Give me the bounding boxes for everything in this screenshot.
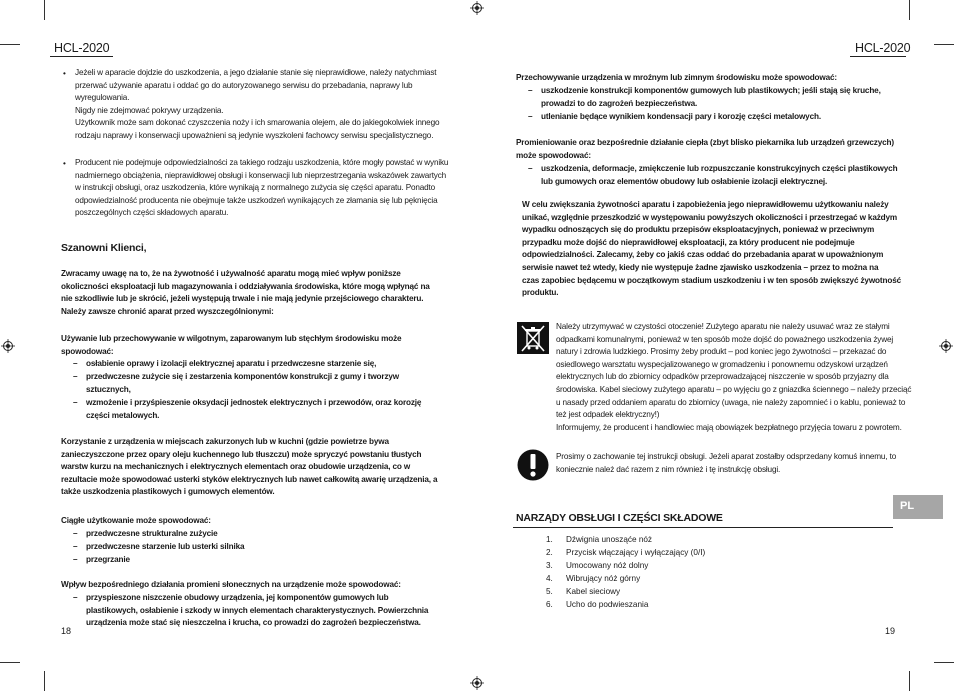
parts-label: Umocowany nóż dolny	[566, 561, 649, 570]
page-number: 18	[61, 626, 72, 636]
text-line: w instrukcji obsługi, oraz uszkodzenia, które wynikają z normalnego zużycia się części aparatu. Ponadto	[75, 183, 436, 193]
dash: –	[73, 542, 78, 551]
model-name: HCL-2020	[855, 41, 911, 55]
text-line: przerwać używanie aparatu i oddać go do autoryzowanego serwisu do przebadania, naprawy lub	[75, 80, 413, 90]
text-line: Zwracamy uwagę na to, że na żywotność i używalność aparatu mogą mieć wpływ poniższe	[61, 269, 401, 278]
text-line: u nasady przed oddaniem aparatu do zbiornicy (uwaga, nie należy zapomnieć i o kablu, ponieważ to	[556, 397, 906, 407]
dash: –	[73, 398, 78, 407]
text-line: odpowiedzialność producenta nie obejmuje także uszkodzeń wynikających ze złamania się lub pęknięcia	[75, 195, 438, 205]
parts-label: Przycisk włączający i wyłączający (0/I)	[566, 548, 706, 557]
parts-label: Ucho do podwieszania	[566, 600, 649, 609]
humid-heading	[61, 333, 401, 358]
paragraph-damage	[75, 67, 439, 143]
humid-item	[86, 358, 376, 371]
text-line: rezultacie może spowodować usterki styków elektrycznych lub nawet całkowitą awarię urządzenia, a	[61, 474, 438, 484]
header-rule	[50, 56, 113, 57]
text-line: uszkodzenia, deformacje, zmiękczenie lub rozpuszczanie konstrukcyjnych części plastikowych	[541, 164, 898, 173]
exclamation-icon	[517, 449, 549, 481]
section-rule	[513, 527, 893, 528]
parts-number: 6.	[546, 600, 553, 609]
parts-number: 3.	[546, 561, 553, 570]
text-line: Należy zawsze chronić aparat przed wyszczególnionymi:	[61, 306, 274, 316]
text-line: rodzaju naprawy i konserwacji upoważnieni są jedynie wyszkoleni fachowcy serwisu specjalistycznego.	[75, 130, 434, 140]
parts-label: Kabel sieciowy	[566, 587, 621, 596]
paragraph-kitchen	[61, 436, 437, 499]
parts-number: 2.	[546, 548, 553, 557]
text-line: może spowodować:	[516, 150, 591, 160]
text-line: uszkodzenie konstrukcji komponentów gumowych lub plastikowych; jeśli stają się kruche,	[541, 86, 881, 95]
text-line: plastikowych, osłabienie i szkody w innych elementach charakterystycznych. Powierzchnia	[86, 605, 429, 615]
bullet: •	[63, 69, 66, 78]
text-line: spowodować:	[61, 346, 114, 356]
text-line: koniecznie należ dać razem z nim również i tę instrukcję obsługi.	[556, 464, 781, 474]
text-line: Prosimy o zachowanie tej instrukcji obsługi. Jeżeli aparat zostałby odsprzedany komuś innemu, to	[556, 452, 897, 461]
text-line: nie szkodliwie lub je skrócić, jeżeli występują trwale i nie mają jedynie przejściowego charakteru.	[61, 294, 424, 304]
text-line: serwisie nawet też wtedy, kiedy nie występuje żadne zjawisko uszkodzenia – przez to można na	[522, 262, 879, 272]
greeting-heading: Szanowni Klienci,	[61, 242, 147, 254]
text-line: produktu.	[522, 288, 559, 298]
humid-item	[86, 371, 399, 396]
dash: –	[528, 112, 533, 121]
text-line: Korzystanie z urządzenia w miejscach zakurzonych lub w kuchni (gdzie powietrze bywa	[61, 437, 389, 446]
continuous-item: przegrzanie	[86, 555, 130, 564]
text-line: utlenianie będące wynikiem kondensacji pary i korozję części metalowych.	[541, 112, 821, 121]
bullet: •	[63, 159, 66, 168]
text-line: lub gumowych oraz elementów obudowy lub osłabienie izolacji elektrycznej.	[541, 176, 828, 186]
humid-item	[86, 397, 421, 422]
text-line: zanieczyszczone przez opary oleju kuchennego lub tłuszczu) może spryczyć powstaniu tłustych	[61, 449, 422, 459]
dash: –	[73, 529, 78, 538]
text-line: sztucznych,	[86, 384, 131, 394]
parts-heading: NARZĄDY OBSŁUGI I CZĘŚCI SKŁADOWE	[516, 512, 723, 524]
text-line: odpowiedzialności. Zalecamy, żeby co jakiś czas oddać do przebadania aparat w upoważnionym	[522, 250, 884, 260]
parts-number: 1.	[546, 535, 553, 544]
text-line: elektrycznych lub do zbiornicy odpadków przeprowadzającej niszczenie w sposób przyjazny dla	[556, 372, 889, 382]
sun-heading: Wpływ bezpośredniego działania promieni słonecznych na urządzenie może spowodować:	[61, 580, 401, 589]
language-tab: PL	[893, 495, 943, 519]
paragraph-keep-manual	[556, 451, 896, 476]
page-number: 19	[885, 626, 896, 636]
header-rule	[850, 56, 906, 57]
paragraph-lifetime	[522, 199, 901, 300]
text-line: urządzenia może stać się nieszczelna i krucha, co prowadzi do zagrożeń bezpieczeństwa.	[86, 618, 421, 628]
dash: –	[73, 593, 78, 602]
text-line: przyspieszone niszczenie obudowy urządzenia, jej komponentów gumowych lub	[86, 593, 389, 602]
continuous-item: przedwczesne starzenie lub usterki silnika	[86, 542, 245, 551]
text-line: części metalowych.	[86, 410, 160, 420]
continuous-item: przedwczesne strukturalne zużycie	[86, 529, 218, 538]
text-line: Promieniowanie oraz bezpośrednie działanie ciepła (zbyt blisko piekarnika lub urządzeń grzewczych)	[516, 138, 894, 147]
model-name: HCL-2020	[54, 41, 110, 55]
crossed-bin-icon	[517, 322, 549, 354]
cold-item	[541, 85, 881, 110]
text-line: poszczególnych części składowych aparatu.	[75, 208, 229, 218]
text-line: W celu zwiększania żywotności aparatu i zapobieżenia jego nieprawidłowemu użytkowaniu należy	[522, 200, 889, 209]
text-line: środowiska. Kabel sieciowy zużytego aparatu – po wyjęciu go z gniazdka ściennego – należy przeciąć	[556, 384, 912, 394]
text-line: przypadku może dojść do nieprawidłowej eksploatacji, za który producent nie podejmuje	[522, 237, 855, 247]
continuous-heading: Ciągłe użytkowanie może spowodować:	[61, 516, 211, 525]
dash: –	[73, 372, 78, 381]
text-line: nadmiernego obciążenia, nieprawidłowej obsługi i konserwacji lub nieprzestrzegania wskazówek zawartych	[75, 170, 447, 180]
text-line: osiedlowego warsztatu wyspecjalizowanego w gromadzeniu i ponownemu odzyskowi urządzeń	[556, 359, 888, 369]
right-page	[477, 0, 954, 691]
text-line: osłabienie oprawy i izolacji elektrycznej aparatu i przedwczesne starzenie się,	[86, 359, 377, 368]
text-line: Użytkownik może sam dokonać czyszczenia noży i ich smarowania olejem, ale do jakiegokolwiek innego	[75, 118, 440, 128]
parts-number: 5.	[546, 587, 553, 596]
sun-item	[86, 592, 428, 630]
paragraph-environment	[556, 321, 911, 434]
text-line: Używanie lub przechowywanie w wilgotnym, zaparowanym lub stęchłym środowisku może	[61, 334, 402, 343]
parts-number: 4.	[546, 574, 553, 583]
text-line: przedwczesne zużycie się i zestarzenia komponentów konstrukcji z gumy i tworzyw	[86, 372, 400, 381]
text-line: unikać, względnie przeszkodzić w występowaniu powyższych okoliczności i przestrzegać w każdym	[522, 212, 898, 222]
text-line: Należy utrzymywać w czystości otoczenie! Zużytego aparatu nie należy usuwać wraz ze stałymi	[556, 322, 890, 331]
text-line: Nigdy nie zdejmować pokrywy urządzenia.	[75, 105, 224, 115]
dash: –	[73, 555, 78, 564]
dash: –	[528, 86, 533, 95]
paragraph-intro	[61, 268, 430, 318]
parts-label: Dźwignia unosząće nóż	[566, 535, 653, 544]
dash: –	[528, 164, 533, 173]
text-line: czas zapobiec będącemu w początkowym stadium uszkodzeniu i w ten sposób zwiększyć żywotność	[522, 275, 901, 285]
text-line: wzmożenie i przyśpieszenie oksydacji jednostek elektrycznych i przewodów, oraz korozję	[86, 398, 422, 407]
text-line: wyregulowania.	[75, 93, 130, 103]
text-line: natury i zdrowia ludzkiego. Prosimy żeby produkt – pod koniec jego żywotności – przekazać do	[556, 347, 887, 357]
text-line: prowadzi to do zagrożeń bezpieczeństwa.	[541, 98, 698, 108]
heat-item	[541, 163, 897, 188]
text-line: odpadkami komunalnymi, ponieważ w ten sposób może dojść do poważnego uszkodzenia żywej	[556, 334, 894, 344]
text-line: okoliczności eksploatacji lub magazynowania i oddziaływania środowiska, które mogą wpłynąć na	[61, 281, 430, 291]
text-line: warstw kurzu na mechanicznych i elektrycznych elementach oraz obudowie urządzenia, co w	[61, 462, 411, 472]
cold-item	[541, 111, 821, 124]
cold-heading: Przechowywanie urządzenia w mroźnym lub zimnym środowisku może spowodować:	[516, 73, 838, 82]
parts-label: Wibrujący nóż górny	[566, 574, 641, 583]
text-line: też jest odpadek elektryczny!)	[556, 410, 660, 420]
heat-heading	[516, 137, 894, 162]
text-line: wypadku odnoszących się do produktu przepisów eksploatacyjnych, ponieważ w przeciwnym	[522, 225, 875, 235]
dash: –	[73, 359, 78, 368]
text-line: Producent nie podejmuje odpowiedzialności za takiego rodzaju uszkodzenia, które mogły powstać w wyniku	[75, 158, 449, 167]
paragraph-liability	[75, 157, 448, 220]
text-line: Informujemy, że producent i handlowiec mają obowiązek bezpłatnego przyjęcia towaru z powrotem.	[556, 422, 902, 432]
text-line: także uszkodzenia plastikowych i gumowych elementów.	[61, 487, 275, 497]
text-line: Jeżeli w aparacie dojdzie do uszkodzenia, a jego działanie stanie się nieprawidłowe, należy natychmiast	[75, 68, 437, 77]
